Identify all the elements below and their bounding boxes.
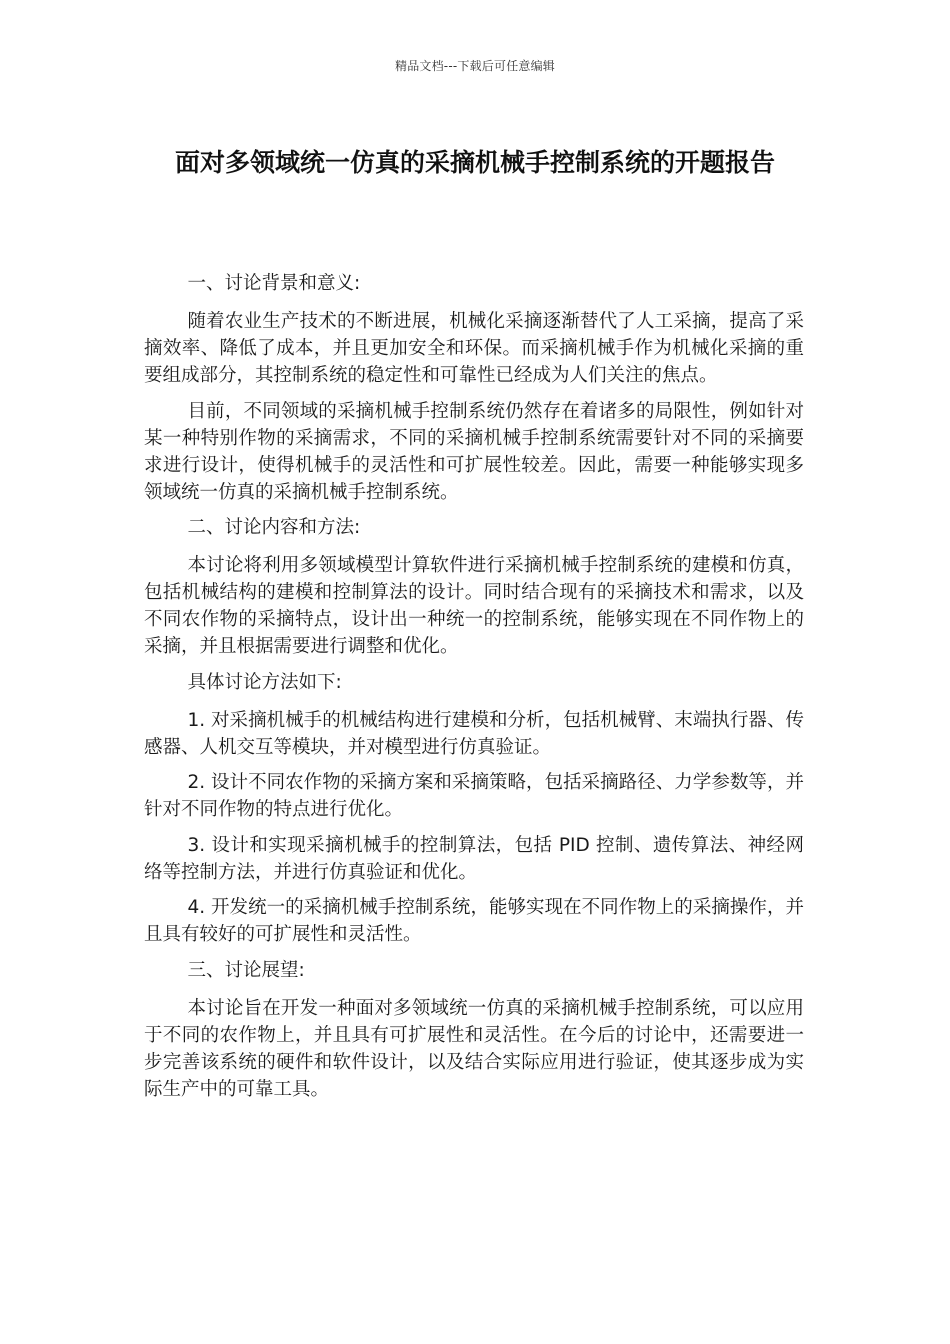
document-body [144, 270, 804, 1111]
paragraph-background-1: 随着农业生产技术的不断进展，机械化采摘逐渐替代了人工采摘，提高了采摘效率、降低了成本，并且更加安全和环保。而采摘机械手作为机械化采摘的重要组成部分，其控制系统的稳定性和可靠性已经成为人们关注的焦点。 [144, 311, 804, 386]
method-item-4: 4. 开发统一的采摘机械手控制系统，能够实现在不同作物上的采摘操作，并且具有较好的可扩展性和灵活性。 [144, 897, 804, 945]
document-title: 面对多领域统一仿真的采摘机械手控制系统的开题报告 [174, 148, 775, 177]
method-item-2: 2. 设计不同农作物的采摘方案和采摘策略，包括采摘路径、力学参数等，并针对不同作物的特点进行优化。 [144, 772, 804, 820]
method-item-3: 3. 设计和实现采摘机械手的控制算法，包括 PID 控制、遗传算法、神经网络等控制方法，并进行仿真验证和优化。 [144, 834, 804, 883]
paragraph-content-methods: 本讨论将利用多领域模型计算软件进行采摘机械手控制系统的建模和仿真，包括机械结构的建模和控制算法的设计。同时结合现有的采摘技术和需求，以及不同农作物的采摘特点，设计出一种统一的控制系统，能够实现在不同作物上的采摘，并且根据需要进行调整和优化。 [144, 555, 804, 657]
paragraph-outlook: 本讨论旨在开发一种面对多领域统一仿真的采摘机械手控制系统，可以应用于不同的农作物上，并且具有可扩展性和灵活性。在今后的讨论中，还需要进一步完善该系统的硬件和软件设计，以及结合实际应用进行验证，使其逐步成为实际生产中的可靠工具。 [144, 997, 804, 1100]
method-item-1: 1. 对采摘机械手的机械结构进行建模和分析，包括机械臂、末端执行器、传感器、人机交互等模块，并对模型进行仿真验证。 [144, 709, 804, 758]
paragraph-background-2: 目前，不同领域的采摘机械手控制系统仍然存在着诸多的局限性，例如针对某一种特别作物的采摘需求，不同的采摘机械手控制系统需要针对不同的采摘要求进行设计，使得机械手的灵活性和可扩展性较差。因此，需要一种能够实现多领域统一仿真的采摘机械手控制系统。 [144, 400, 804, 503]
section-heading-background: 一、讨论背景和意义: [187, 273, 361, 294]
section-heading-outlook: 三、讨论展望: [187, 959, 305, 981]
section-heading-content-methods: 二、讨论内容和方法: [187, 517, 361, 538]
page-header: 精品文档---下载后可任意编辑 [395, 59, 555, 73]
methods-intro: 具体讨论方法如下: [187, 671, 342, 693]
